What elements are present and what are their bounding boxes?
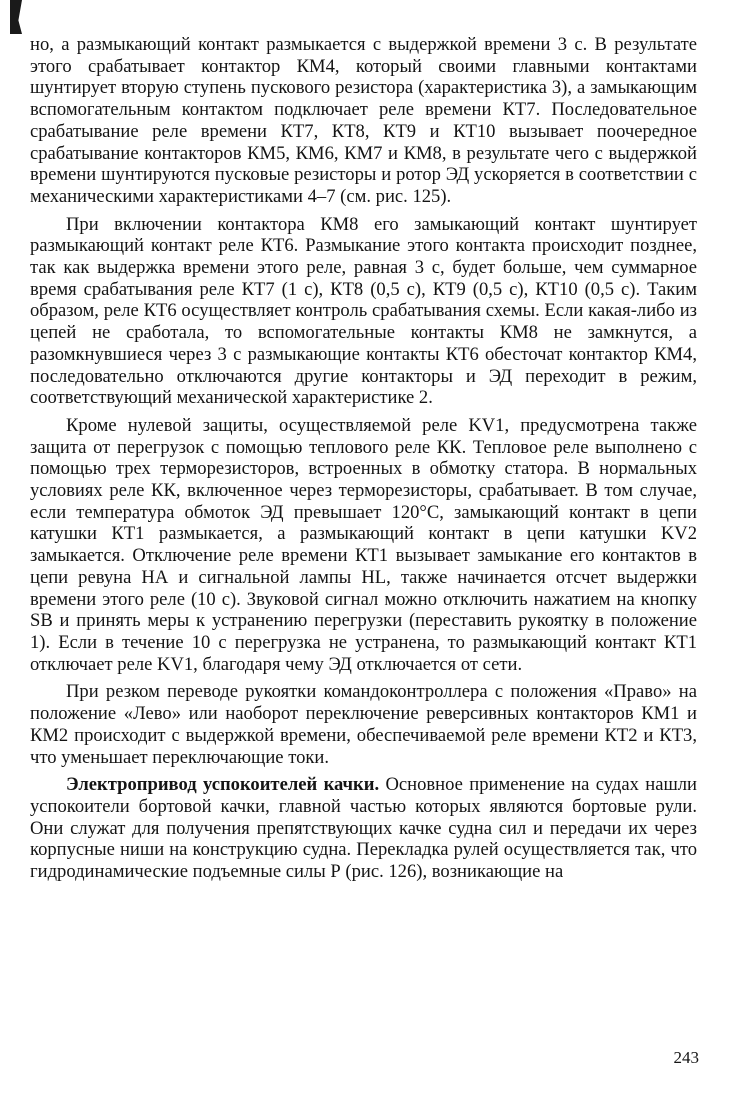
paragraph-2: При включении контактора КМ8 его замыкающий контакт шунтирует размыкающий контакт реле КТ6. Размыкание этого контакта происходит позднее, так как выдержка времени этого реле, равная 3 с, будет больше, чем суммарное время срабатывания реле КТ7 (1 с), КТ8 (0,5 с), КТ9 (0,5 с), КТ10 (0,5 с). Таким образом, реле КТ6 осуществляет контроль срабатывания схемы. Если какая-либо из цепей не сработала, то вспомогательные контакты КМ8 не замкнутся, а разомкнувшиеся через 3 с размыкающие контакты КТ6 обесточат контактор КМ4, последовательно отключаются другие контакторы и ЭД переходит в режим, соответствующий механической характеристике 2. [30, 213, 697, 409]
paragraph-4: При резком переводе рукоятки командоконтроллера с положения «Право» на положение «Лево» или наоборот переключение реверсивных контакторов КМ1 и КМ2 происходит с выдержкой времени, обеспечиваемой реле времени КТ2 и КТ3, что уменьшает переключающие токи. [30, 681, 697, 768]
paragraph-1: но, а размыкающий контакт размыкается с выдержкой времени 3 с. В результате этого срабатывает контактор КМ4, который своими главными контактами шунтирует вторую ступень пускового резистора (характеристика 3), а замыкающим вспомогательным контактом подключает реле времени КТ7. Последовательное срабатывание реле времени КТ7, КТ8, КТ9 и КТ10 вызывает поочередное срабатывание контакторов КМ5, КМ6, КМ7 и КМ8, в результате чего с выдержкой времени шунтируются пусковые резисторы и ротор ЭД ускоряется в соответствии с механическими характеристиками 4–7 (см. рис. 125). [30, 34, 697, 207]
page-number: 243 [673, 1048, 699, 1067]
paragraph-5 [30, 774, 697, 883]
page-corner-mark [10, 0, 22, 34]
paragraph-3: Кроме нулевой защиты, осуществляемой реле KV1, предусмотрена также защита от перегрузок с помощью теплового реле КК. Тепловое реле выполнено с помощью трех терморезисторов, встроенных в обмотку статора. В нормальных условиях реле КК, включенное через терморезисторы, срабатывает. В том случае, если температура обмоток ЭД превышает 120°С, замыкающий контакт в цепи катушки КТ1 размыкается, а размыкающий контакт в цепи катушки KV2 замыкается. Отключение реле времени КТ1 вызывает замыкание его контактов в цепи ревуна НА и сигнальной лампы HL, также начинается отсчет выдержки времени этого реле (10 с). Звуковой сигнал можно отключить нажатием на кнопку SB и принять меры к устранению перегрузки (переставить рукоятку в положение 1). Если в течение 10 с перегрузка не устранена, то размыкающий контакт КТ1 отключает реле KV1, благодаря чему ЭД отключается от сети. [30, 414, 697, 675]
book-page [30, 34, 697, 1074]
paragraph-5-text: Основное применение на судах нашли успокоители бортовой качки, главной частью которых являются бортовые рули. Они служат для получения препятствующих качке судна сил и передачи их через корпусные ниши на конструкцию судна. Перекладка рулей осуществляется так, что гидродинамические подъемные силы Р (рис. 126), возникающие на [30, 774, 697, 883]
section-heading: Электропривод успокоителей качки. [66, 774, 380, 796]
